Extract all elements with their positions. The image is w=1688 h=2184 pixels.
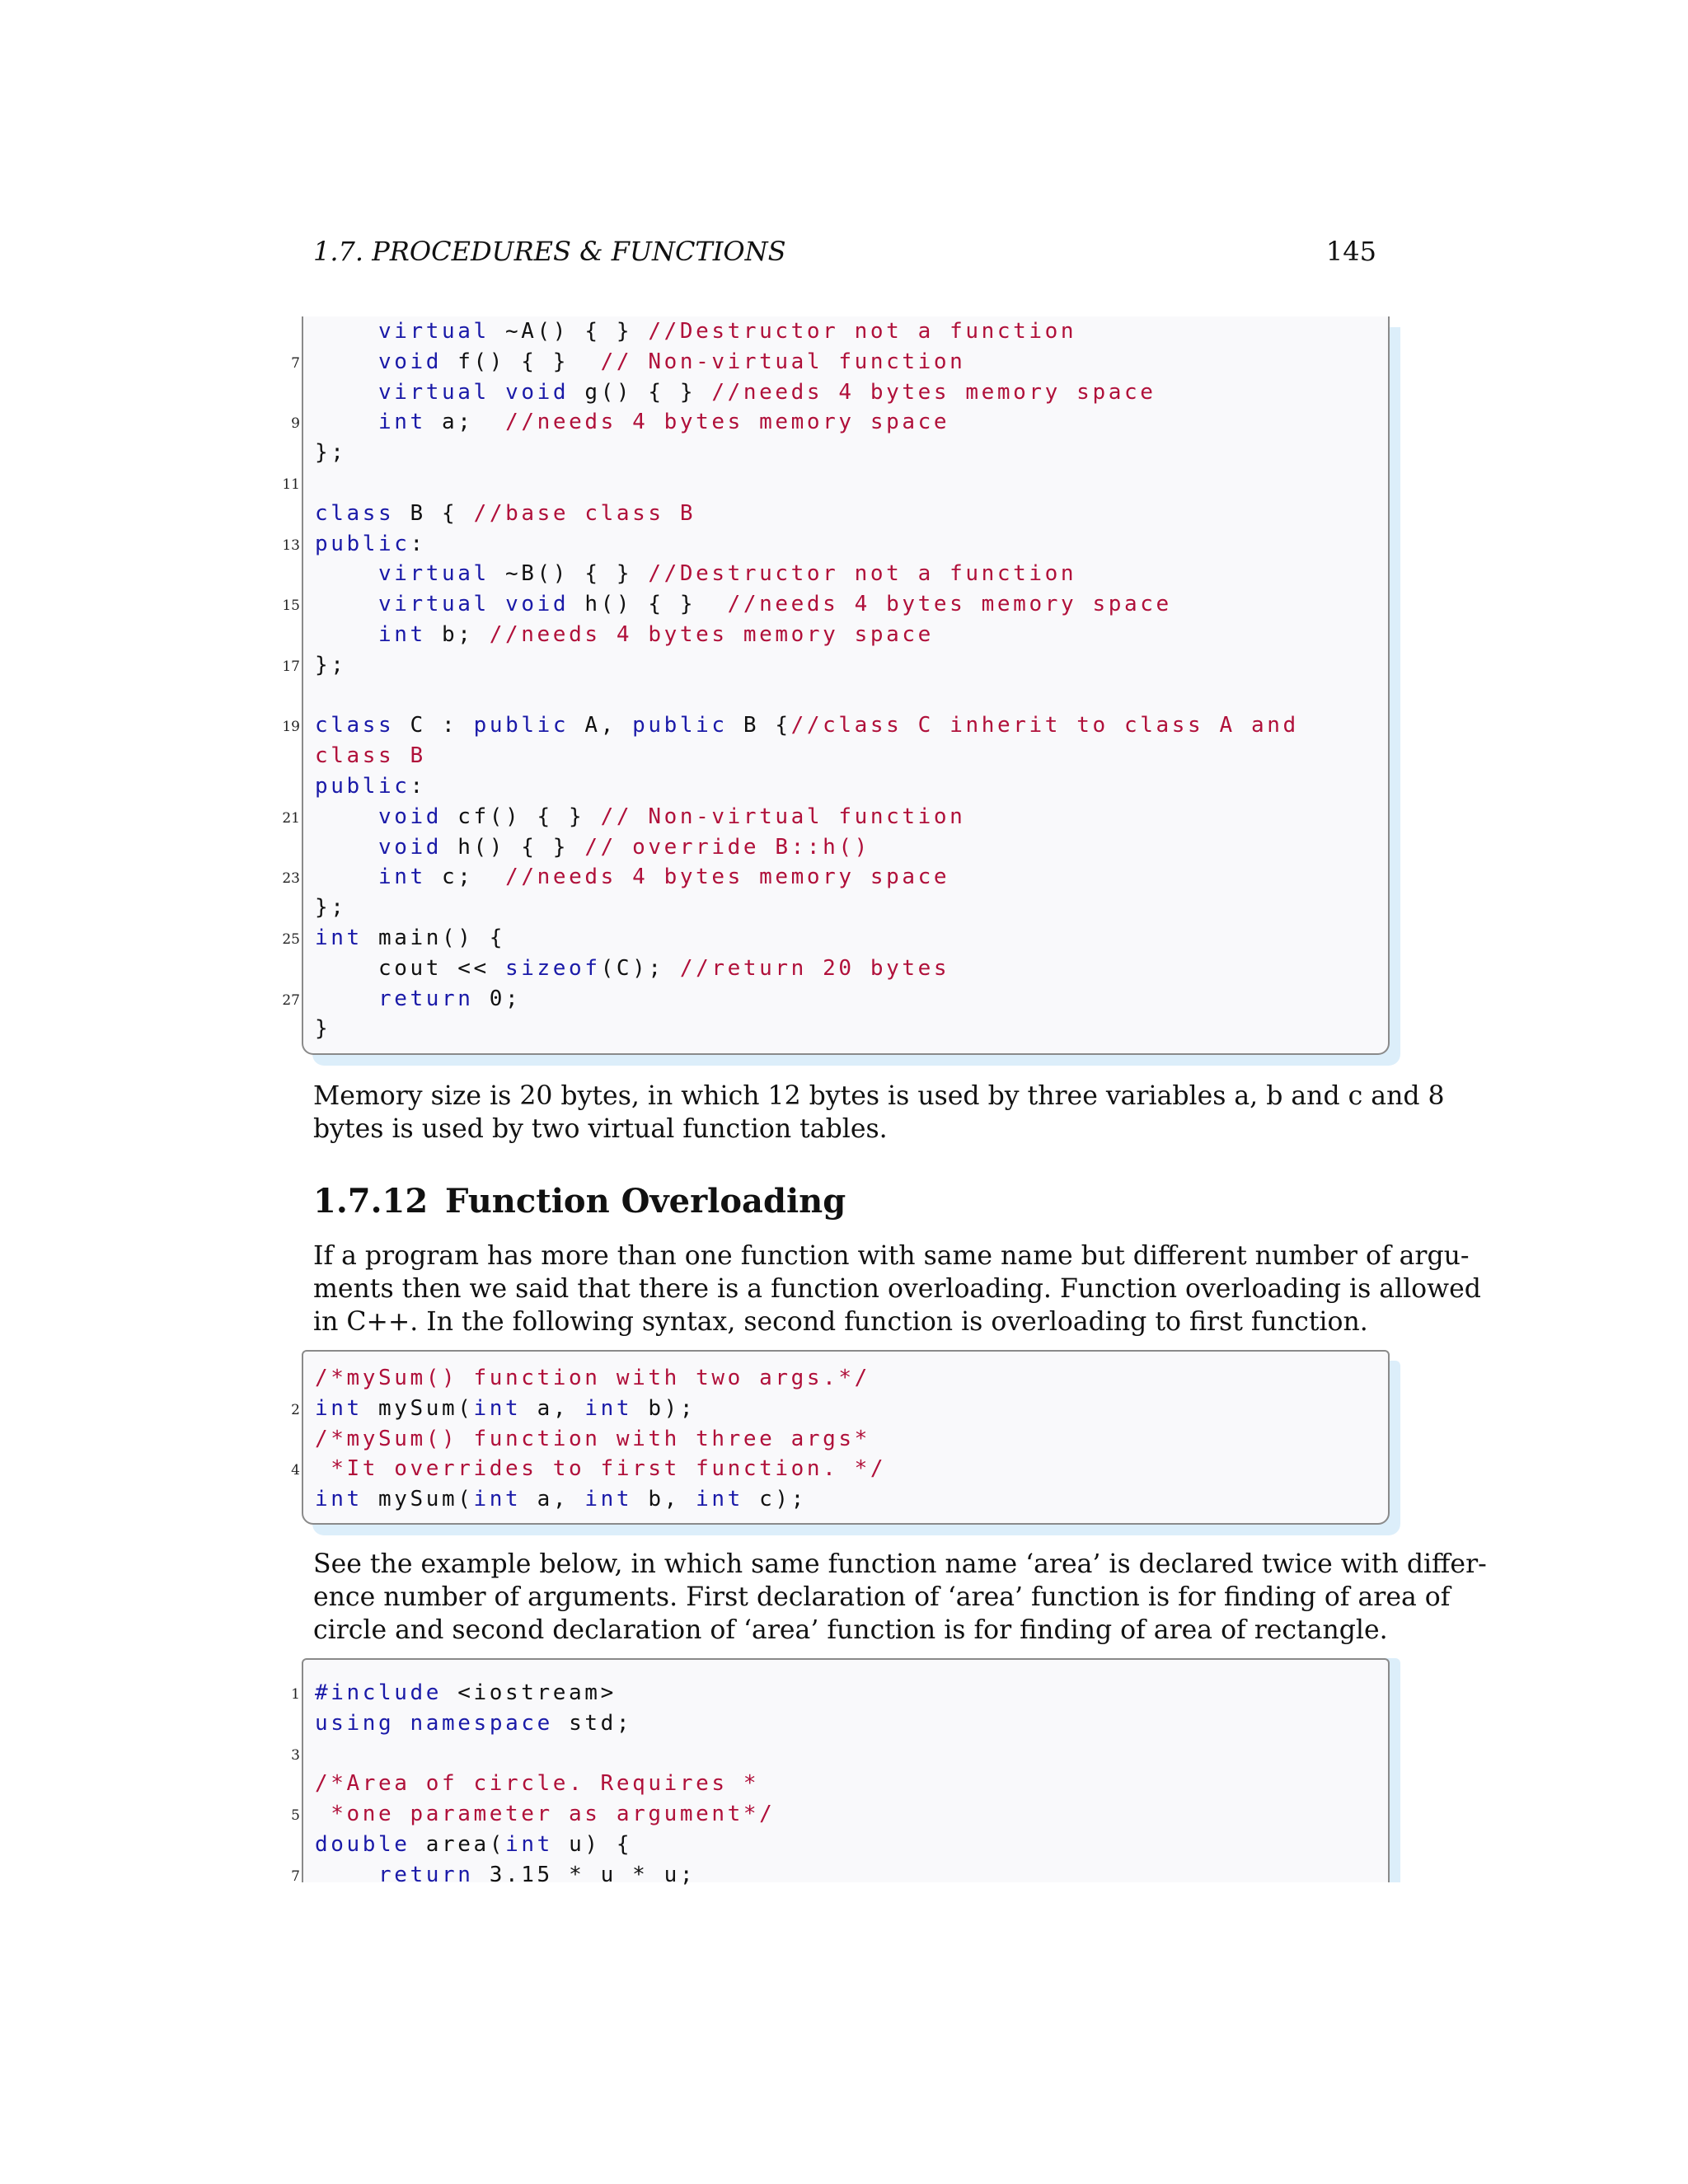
code-line	[315, 589, 1172, 620]
line-number: 7	[291, 1868, 300, 1885]
code-text: :	[410, 531, 426, 556]
code-line	[315, 620, 934, 650]
paragraph-line: in C++. In the following syntax, second function is overloading to first function.	[313, 1307, 1368, 1337]
code-listing-class-inheritance	[282, 316, 1390, 1055]
paragraph-line: Memory size is 20 bytes, in which 12 bytes is used by three variables a, b and c and 8	[313, 1081, 1445, 1111]
code-comment: // Non-virtual function	[600, 804, 966, 829]
section-heading	[313, 1182, 846, 1221]
code-line	[315, 923, 505, 954]
code-comment: //base class B	[473, 500, 696, 526]
code-keyword: void	[378, 349, 443, 374]
code-keyword: int	[378, 622, 426, 647]
code-keyword: return	[378, 986, 474, 1011]
code-text: 3.15 * u * u;	[473, 1862, 696, 1887]
code-text: };	[315, 440, 347, 466]
code-comment: /*mySum() function with three args*	[315, 1426, 870, 1451]
code-comment: //needs 4 bytes memory space	[505, 865, 950, 890]
code-text	[315, 835, 378, 860]
code-comment: //Destructor not a function	[648, 319, 1077, 344]
code-text	[315, 410, 378, 434]
code-text: h() { }	[442, 834, 585, 860]
code-keyword: void	[505, 592, 570, 617]
code-text: h() { }	[569, 592, 728, 617]
code-listing-mysum-syntax	[291, 1350, 1390, 1525]
code-keyword: void	[378, 804, 443, 829]
code-keyword: public	[632, 713, 728, 738]
code-keyword: public	[315, 531, 410, 556]
code-keyword: int	[378, 865, 426, 890]
code-comment: //return 20 bytes	[679, 955, 950, 981]
code-keyword: int	[584, 1395, 633, 1421]
code-text	[315, 349, 378, 374]
code-comment: /*mySum() function with two args.*/	[315, 1366, 870, 1390]
code-text: (C);	[600, 955, 680, 981]
code-keyword: int	[315, 926, 363, 950]
code-text: f() { }	[442, 349, 601, 374]
code-keyword: int	[378, 410, 426, 435]
code-text	[315, 592, 378, 616]
code-comment: *one parameter as argument*/	[315, 1802, 776, 1827]
line-number: 25	[282, 931, 300, 948]
code-keyword: virtual	[378, 561, 490, 587]
code-keyword: void	[505, 379, 570, 405]
code-text	[490, 592, 505, 616]
code-line	[315, 1014, 331, 1044]
code-line	[315, 1484, 807, 1515]
code-text: B {	[727, 713, 791, 738]
code-keyword: class	[315, 713, 395, 738]
paragraph-overloading-intro	[313, 1240, 1481, 1338]
code-keyword: sizeof	[505, 955, 601, 981]
code-text	[490, 380, 505, 405]
code-keyword: return	[378, 1862, 474, 1887]
line-number: 15	[282, 598, 300, 615]
code-text: a;	[425, 410, 506, 435]
paragraph-line: circle and second declaration of ‘area’ function is for finding of area of rectangle.	[313, 1615, 1388, 1645]
line-number: 5	[291, 1807, 300, 1825]
code-text: mySum(	[362, 1395, 474, 1421]
code-text	[315, 1863, 378, 1887]
code-line	[315, 710, 1299, 741]
code-text: A,	[569, 713, 633, 738]
code-comment: class B	[315, 743, 426, 769]
code-keyword: int	[315, 1487, 363, 1512]
code-line	[315, 650, 347, 681]
code-keyword: int	[505, 1832, 553, 1857]
line-number: 4	[291, 1462, 300, 1479]
code-comment: //class C inherit to class A and	[790, 713, 1299, 738]
code-line	[315, 1678, 617, 1708]
line-number: 19	[282, 719, 300, 736]
code-text	[315, 987, 378, 1011]
code-line	[315, 1830, 632, 1860]
line-number: 13	[282, 537, 300, 554]
section-number: 1.7.12	[313, 1182, 429, 1221]
code-text: cout <<	[315, 955, 506, 981]
code-keyword: class	[315, 500, 395, 526]
line-number: 11	[282, 476, 300, 493]
code-text: :	[410, 774, 426, 799]
code-line	[315, 316, 1076, 347]
code-line	[315, 529, 426, 560]
code-text: c;	[425, 865, 506, 890]
code-line	[315, 954, 950, 984]
code-line	[315, 984, 521, 1015]
code-comment: //needs 4 bytes memory space	[727, 592, 1172, 617]
code-line	[315, 1708, 632, 1739]
paragraph-line: See the example below, in which same function name ‘area’ is declared twice with differ-	[313, 1549, 1487, 1579]
code-text: cf() { }	[442, 804, 601, 829]
code-text: b;	[425, 622, 490, 647]
code-listing-area-function	[291, 1658, 1390, 1887]
code-line	[315, 1363, 870, 1394]
code-line	[315, 1769, 759, 1799]
code-text: B {	[394, 500, 474, 526]
code-text	[315, 561, 378, 586]
code-keyword: virtual	[378, 592, 490, 617]
code-text	[315, 380, 378, 405]
running-header	[313, 236, 1376, 272]
code-text: b);	[632, 1395, 696, 1421]
paragraph-memory-size	[313, 1080, 1445, 1146]
code-line	[315, 1394, 696, 1424]
code-keyword: int	[473, 1487, 522, 1512]
line-number: 23	[282, 870, 300, 888]
code-keyword: public	[315, 774, 410, 799]
code-line	[315, 1799, 775, 1830]
code-line	[315, 377, 1156, 408]
paragraph-area-example	[313, 1548, 1487, 1647]
code-comment: //needs 4 bytes memory space	[711, 379, 1156, 405]
code-line	[315, 1454, 886, 1484]
code-text: }	[315, 1016, 331, 1042]
code-text	[394, 1711, 410, 1736]
paragraph-line: ments then we said that there is a function overloading. Function overloading is allowed	[313, 1274, 1481, 1304]
code-line	[315, 893, 347, 923]
code-text	[315, 804, 378, 829]
code-keyword: int	[584, 1487, 633, 1512]
code-comment: //needs 4 bytes memory space	[489, 622, 934, 647]
line-number: 21	[282, 809, 300, 827]
code-text: };	[315, 895, 347, 921]
code-keyword: virtual	[378, 379, 490, 405]
line-number: 1	[291, 1686, 300, 1703]
code-keyword: namespace	[410, 1710, 553, 1736]
code-text: C :	[394, 713, 474, 738]
code-keyword: double	[315, 1832, 410, 1857]
line-number: 3	[291, 1746, 300, 1764]
code-comment: //needs 4 bytes memory space	[505, 410, 950, 435]
code-comment: *It overrides to first function. */	[315, 1456, 887, 1482]
code-line	[315, 771, 426, 802]
code-line	[315, 832, 870, 863]
code-line	[315, 559, 1076, 589]
code-text: b,	[632, 1487, 696, 1512]
code-text: ~B() { }	[489, 561, 649, 587]
code-keyword: int	[473, 1395, 522, 1421]
code-comment: //Destructor not a function	[648, 561, 1077, 587]
paragraph-line: If a program has more than one function with same name but different number of argu-	[313, 1241, 1470, 1271]
code-text: a,	[521, 1395, 585, 1421]
code-keyword: public	[473, 713, 570, 738]
line-number: 2	[291, 1401, 300, 1418]
code-text: };	[315, 652, 347, 677]
line-number: 9	[291, 415, 300, 433]
code-comment: // Non-virtual function	[600, 349, 966, 374]
line-number: 27	[282, 991, 300, 1009]
code-line	[315, 407, 950, 438]
code-keyword: int	[315, 1395, 363, 1421]
code-text: 0;	[473, 986, 522, 1011]
code-text: mySum(	[362, 1487, 474, 1512]
code-comment: // override B::h()	[584, 834, 870, 860]
section-title: Function Overloading	[445, 1182, 846, 1221]
code-text: ~A() { }	[489, 319, 649, 344]
code-text: main() {	[362, 926, 506, 950]
code-text	[315, 865, 378, 889]
code-text: g() { }	[569, 379, 712, 405]
code-line	[315, 438, 347, 468]
paragraph-line: ence number of arguments. First declaration of ‘area’ function is for finding of area of	[313, 1582, 1451, 1612]
code-text: std;	[552, 1710, 633, 1736]
code-line	[315, 802, 965, 832]
code-line	[315, 499, 696, 529]
code-keyword: virtual	[378, 319, 490, 344]
code-text: u) {	[552, 1832, 633, 1857]
code-text	[315, 622, 378, 647]
code-line	[315, 1860, 696, 1891]
code-keyword: #include	[315, 1680, 443, 1705]
code-line	[315, 1424, 870, 1455]
page-number: 145	[1325, 236, 1376, 267]
line-number: 17	[282, 658, 300, 675]
code-keyword: int	[696, 1487, 743, 1512]
code-keyword: using	[315, 1710, 395, 1736]
code-text: c);	[743, 1487, 807, 1512]
code-line	[315, 741, 426, 771]
code-text: area(	[410, 1832, 506, 1857]
code-comment: /*Area of circle. Requires *	[315, 1771, 760, 1797]
code-text: a,	[521, 1487, 585, 1512]
code-text: <iostream>	[442, 1680, 617, 1705]
paragraph-line: bytes is used by two virtual function tables.	[313, 1114, 888, 1144]
code-line	[315, 862, 950, 893]
line-number: 7	[291, 354, 300, 372]
code-keyword: void	[378, 834, 443, 860]
running-header-section: 1.7. PROCEDURES & FUNCTIONS	[313, 236, 786, 267]
code-line	[315, 347, 965, 377]
code-text	[315, 319, 378, 344]
